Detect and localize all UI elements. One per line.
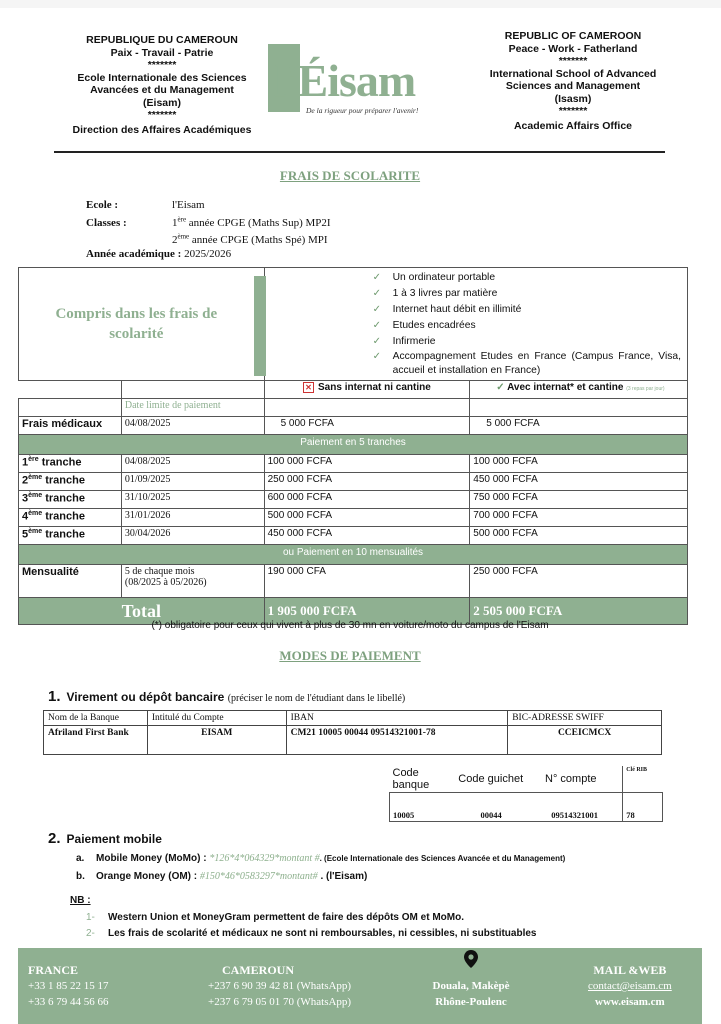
eisam-logo: [266, 42, 456, 122]
included-green-bar: [254, 276, 266, 376]
mobile-section-heading: 2. Paiement mobile: [48, 830, 162, 847]
header-right-line: Sciences and Management: [505, 80, 641, 92]
date-header: Date limite de paiement: [121, 399, 264, 417]
mensualite-avec: 250 000 FCFA: [470, 565, 688, 598]
band-tranches: Paiement en 5 tranches: [19, 435, 688, 455]
list-item: ✓ Un ordinateur portable: [365, 270, 681, 286]
date-header-row: [19, 399, 688, 417]
tranche-avec: 750 000 FCFA: [470, 491, 688, 509]
class-1: 1ère année CPGE (Maths Sup) MP2I: [172, 215, 331, 229]
location-pin-icon: [464, 950, 478, 968]
medical-label: Frais médicaux: [19, 417, 122, 435]
tranche-avec: 450 000 FCFA: [470, 473, 688, 491]
table-row: [19, 455, 688, 473]
list-item: ✓ Infirmerie: [365, 334, 681, 350]
classes-label: Classes :: [86, 216, 127, 229]
ecole-label: Ecole :: [86, 199, 119, 211]
header-left-line: Paix - Travail - Patrie: [110, 46, 214, 59]
info-block: [86, 198, 486, 261]
mensualite-label: Mensualité: [19, 565, 122, 598]
bank-section-heading: 1. Virement ou dépôt bancaire (préciser le nom de l'étudiant dans le libellé): [48, 688, 406, 705]
nb-item: 2- Les frais de scolarité et médicaux ne sont ni remboursables, ni cessibles, ni substituables: [86, 928, 537, 939]
table-row: [19, 473, 688, 491]
header-right-line: Peace - Work - Fatherland: [508, 42, 638, 55]
check-icon: ✓: [372, 336, 381, 347]
annee-value: 2025/2026: [184, 248, 232, 261]
rib-value-row: 10005 00044 09514321001 78: [390, 793, 663, 822]
tranche-sans: 450 000 FCFA: [264, 527, 470, 545]
table-row: [19, 509, 688, 527]
tranche-label: 4ème tranche: [19, 509, 122, 527]
check-icon: ✓: [372, 272, 381, 283]
class-2: 2ème année CPGE (Maths Spé) MPI: [172, 232, 328, 247]
check-icon: ✓: [372, 320, 381, 331]
om-line: b. Orange Money (OM) : #150*46*0583297*montant# . (l'Eisam): [76, 871, 368, 882]
included-label-cell: [19, 268, 265, 381]
included-label: Compris dans les frais de scolarité: [55, 306, 218, 342]
col-sans-header: ✕ Sans internat ni cantine: [264, 381, 470, 399]
bank-data-row: Afriland First Bank EISAM CM21 10005 00044 09514321001-78 CCEICMCX: [44, 726, 662, 755]
header-right-line: *******: [558, 105, 588, 117]
total-avec: 2 505 000 FCFA: [470, 598, 688, 625]
tranche-label: 5ème tranche: [19, 527, 122, 545]
band-mensualites: ou Paiement en 10 mensualités: [19, 545, 688, 565]
included-list: [265, 270, 681, 378]
momo-line: a. Mobile Money (MoMo) : *126*4*064329*montant #. (Ecole Internationale des Sciences Avancée et du Management): [76, 853, 566, 864]
table-row: [19, 527, 688, 545]
tranche-label: 3ème tranche: [19, 491, 122, 509]
tranche-label: 2ème tranche: [19, 473, 122, 491]
footer-mail: MAIL &WEB contact@eisam.cm www.eisam.cm: [588, 963, 672, 1008]
included-list-cell: [264, 268, 687, 381]
document-page: [0, 8, 721, 1024]
header-left-line: Ecole Internationale des Sciences: [77, 71, 247, 84]
nb-title: NB :: [70, 895, 91, 906]
list-item: ✓ Accompagnement Etudes en France (Campus France, Visa, accueil et installation en France): [372, 351, 681, 376]
medical-sans: 5 000 FCFA: [264, 417, 470, 435]
medical-date: 04/08/2025: [121, 417, 264, 435]
tranche-date: 01/09/2025: [121, 473, 264, 491]
bank-table: [43, 710, 662, 755]
table-row: [19, 491, 688, 509]
total-sans: 1 905 000 FCFA: [264, 598, 470, 625]
footer-france: FRANCE +33 1 85 22 15 17 +33 6 79 44 56 66: [28, 963, 109, 1008]
header-right-line: Academic Affairs Office: [513, 119, 633, 132]
medical-avec: 5 000 FCFA: [470, 417, 688, 435]
check-icon: ✓: [372, 288, 381, 299]
total-label: Total: [19, 598, 265, 625]
momo-code: *126*4*064329*montant #: [209, 853, 320, 864]
mensualite-sans: 190 000 CFA: [264, 565, 470, 598]
header-right: [466, 30, 680, 132]
list-item: ✓ Internet haut débit en illimité: [365, 302, 681, 318]
tranche-date: 04/08/2025: [121, 455, 264, 473]
om-code: #150*46*0583297*montant#: [199, 871, 318, 882]
footer-address: Douala, Makèpè Rhône-Poulenc: [416, 950, 526, 1010]
header-left-line: Avancées et du Management: [90, 84, 234, 96]
header-right-line: International School of Advanced: [489, 67, 657, 80]
payment-title: MODES DE PAIEMENT: [279, 648, 421, 663]
tranche-date: 30/04/2026: [121, 527, 264, 545]
check-icon: ✓: [496, 382, 505, 393]
tranche-date: 31/01/2026: [121, 509, 264, 527]
list-item: ✓ Etudes encadrées: [365, 318, 681, 334]
tranche-label: 1ère tranche: [19, 455, 122, 473]
rib-header-row: Code banque Code guichet N° compte Clé RIB: [390, 766, 663, 793]
list-item: ✓ 1 à 3 livres par matière: [365, 286, 681, 302]
footer: [18, 948, 702, 1024]
nb-item: 1- Western Union et MoneyGram permettent de faire des dépôts OM et MoMo.: [86, 912, 464, 923]
footer-cameroun: CAMEROUN +237 6 90 39 42 81 (WhatsApp) +237 6 79 05 01 70 (WhatsApp): [208, 963, 352, 1008]
check-icon: ✓: [372, 351, 381, 362]
page-title: FRAIS DE SCOLARITE: [279, 168, 421, 183]
check-icon: ✓: [372, 304, 381, 315]
header-left-line: REPUBLIQUE DU CAMEROUN: [86, 34, 238, 46]
web-link[interactable]: www.eisam.cm: [595, 996, 665, 1008]
header-left-line: *******: [147, 109, 177, 121]
rib-table: [389, 766, 663, 822]
tranche-sans: 600 000 FCFA: [264, 491, 470, 509]
tranche-sans: 500 000 FCFA: [264, 509, 470, 527]
fees-footnote: (*) obligatoire pour ceux qui vivent à plus de 30 mn en voiture/moto du campus de l'Eisam: [151, 620, 549, 631]
medical-row: [19, 417, 688, 435]
header-divider: [54, 151, 665, 153]
header-right-line: *******: [558, 55, 588, 67]
tranche-avec: 500 000 FCFA: [470, 527, 688, 545]
header-left: [46, 34, 278, 136]
tranche-date: 31/10/2025: [121, 491, 264, 509]
cross-box-icon: ✕: [303, 382, 314, 393]
mensualite-row: [19, 565, 688, 598]
header-left-line: Direction des Affaires Académiques: [72, 123, 252, 136]
included-row: [19, 268, 688, 381]
column-header-row: [19, 381, 688, 399]
logo-text: l'Éisam: [274, 55, 416, 106]
annee-label: Année académique :: [86, 248, 182, 261]
mensualite-date: 5 de chaque mois (08/2025 à 05/2026): [121, 565, 264, 598]
header-right-line: REPUBLIC OF CAMEROON: [504, 30, 642, 42]
bank-header-row: Nom de la Banque Intitulé du Compte IBAN BIC-ADRESSE SWIFF: [44, 711, 662, 726]
logo-slogan: De la rigueur pour préparer l'avenir!: [306, 106, 419, 115]
header-left-line: *******: [147, 59, 177, 71]
fees-table: [18, 267, 688, 625]
ecole-value: l'Eisam: [172, 199, 205, 211]
header-left-line: (Eisam): [143, 96, 181, 109]
tranche-avec: 700 000 FCFA: [470, 509, 688, 527]
email-link[interactable]: contact@eisam.cm: [588, 980, 672, 992]
tranche-avec: 100 000 FCFA: [470, 455, 688, 473]
tranche-sans: 100 000 FCFA: [264, 455, 470, 473]
header-right-line: (Isasm): [554, 92, 592, 105]
tranche-sans: 250 000 FCFA: [264, 473, 470, 491]
col-avec-header: ✓ Avec internat* et cantine (3 repas par jour): [470, 381, 688, 399]
